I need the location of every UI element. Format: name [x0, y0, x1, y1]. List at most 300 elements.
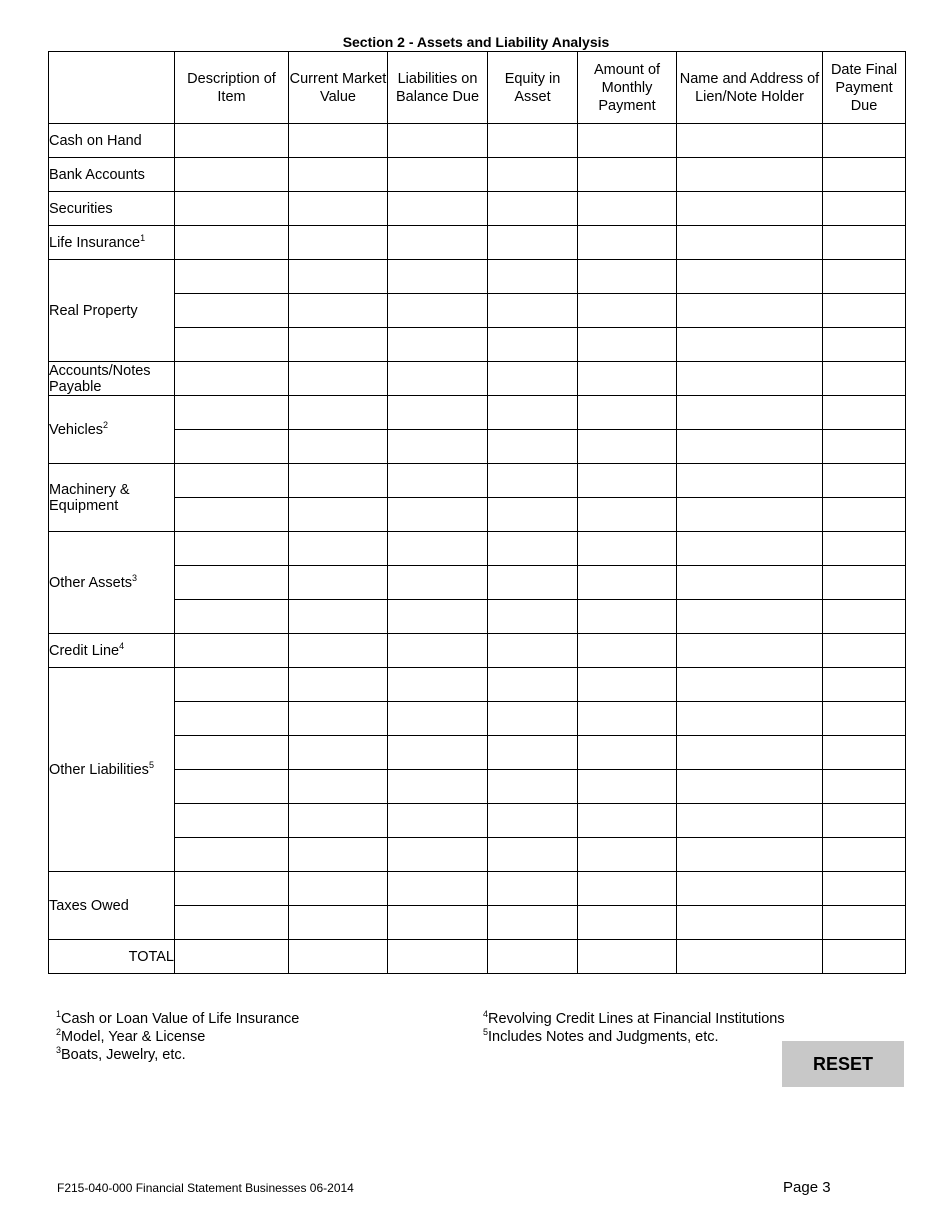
input-cell[interactable] [289, 838, 388, 872]
form-field[interactable] [677, 430, 822, 463]
input-cell[interactable] [578, 940, 677, 974]
input-cell[interactable] [823, 634, 906, 668]
input-cell[interactable] [677, 532, 823, 566]
form-field[interactable] [823, 566, 905, 599]
form-field[interactable] [488, 940, 577, 973]
input-cell[interactable] [388, 532, 488, 566]
input-cell[interactable] [488, 498, 578, 532]
form-field[interactable] [578, 430, 676, 463]
input-cell[interactable] [175, 600, 289, 634]
form-field[interactable] [388, 804, 487, 837]
form-field[interactable] [388, 294, 487, 327]
form-field[interactable] [175, 294, 288, 327]
form-field[interactable] [578, 600, 676, 633]
form-field[interactable] [578, 532, 676, 565]
form-field[interactable] [175, 736, 288, 769]
input-cell[interactable] [175, 872, 289, 906]
input-cell[interactable] [289, 532, 388, 566]
input-cell[interactable] [677, 804, 823, 838]
input-cell[interactable] [677, 668, 823, 702]
input-cell[interactable] [823, 600, 906, 634]
input-cell[interactable] [388, 396, 488, 430]
form-field[interactable] [289, 872, 387, 905]
form-field[interactable] [578, 872, 676, 905]
input-cell[interactable] [175, 124, 289, 158]
form-field[interactable] [578, 906, 676, 939]
form-field[interactable] [823, 804, 905, 837]
form-field[interactable] [388, 328, 487, 361]
input-cell[interactable] [289, 260, 388, 294]
input-cell[interactable] [289, 736, 388, 770]
form-field[interactable] [388, 362, 487, 395]
form-field[interactable] [175, 940, 288, 973]
form-field[interactable] [289, 158, 387, 191]
form-field[interactable] [289, 464, 387, 497]
form-field[interactable] [677, 226, 822, 259]
form-field[interactable] [388, 124, 487, 157]
input-cell[interactable] [289, 702, 388, 736]
input-cell[interactable] [488, 906, 578, 940]
form-field[interactable] [488, 634, 577, 667]
input-cell[interactable] [578, 226, 677, 260]
form-field[interactable] [823, 838, 905, 871]
form-field[interactable] [388, 702, 487, 735]
form-field[interactable] [289, 226, 387, 259]
input-cell[interactable] [289, 770, 388, 804]
input-cell[interactable] [823, 226, 906, 260]
form-field[interactable] [289, 260, 387, 293]
input-cell[interactable] [677, 566, 823, 600]
form-field[interactable] [578, 566, 676, 599]
input-cell[interactable] [823, 804, 906, 838]
form-field[interactable] [175, 430, 288, 463]
form-field[interactable] [823, 362, 905, 395]
form-field[interactable] [578, 124, 676, 157]
input-cell[interactable] [289, 464, 388, 498]
input-cell[interactable] [488, 430, 578, 464]
input-cell[interactable] [388, 906, 488, 940]
input-cell[interactable] [488, 702, 578, 736]
form-field[interactable] [677, 906, 822, 939]
form-field[interactable] [677, 804, 822, 837]
input-cell[interactable] [488, 600, 578, 634]
form-field[interactable] [388, 532, 487, 565]
input-cell[interactable] [488, 226, 578, 260]
form-field[interactable] [175, 872, 288, 905]
form-field[interactable] [388, 464, 487, 497]
form-field[interactable] [578, 838, 676, 871]
input-cell[interactable] [488, 736, 578, 770]
form-field[interactable] [578, 260, 676, 293]
form-field[interactable] [578, 668, 676, 701]
input-cell[interactable] [578, 736, 677, 770]
form-field[interactable] [175, 192, 288, 225]
input-cell[interactable] [388, 124, 488, 158]
input-cell[interactable] [578, 430, 677, 464]
input-cell[interactable] [677, 736, 823, 770]
input-cell[interactable] [388, 192, 488, 226]
form-field[interactable] [175, 464, 288, 497]
form-field[interactable] [388, 566, 487, 599]
input-cell[interactable] [388, 940, 488, 974]
form-field[interactable] [823, 124, 905, 157]
form-field[interactable] [289, 566, 387, 599]
input-cell[interactable] [578, 838, 677, 872]
input-cell[interactable] [578, 294, 677, 328]
input-cell[interactable] [488, 362, 578, 396]
input-cell[interactable] [289, 226, 388, 260]
input-cell[interactable] [388, 600, 488, 634]
input-cell[interactable] [823, 362, 906, 396]
input-cell[interactable] [488, 940, 578, 974]
input-cell[interactable] [578, 498, 677, 532]
form-field[interactable] [823, 430, 905, 463]
form-field[interactable] [677, 498, 822, 531]
form-field[interactable] [677, 124, 822, 157]
form-field[interactable] [289, 532, 387, 565]
input-cell[interactable] [175, 906, 289, 940]
form-field[interactable] [175, 838, 288, 871]
form-field[interactable] [175, 124, 288, 157]
form-field[interactable] [823, 702, 905, 735]
input-cell[interactable] [488, 396, 578, 430]
input-cell[interactable] [289, 328, 388, 362]
input-cell[interactable] [175, 838, 289, 872]
form-field[interactable] [488, 158, 577, 191]
form-field[interactable] [289, 328, 387, 361]
form-field[interactable] [677, 192, 822, 225]
input-cell[interactable] [488, 838, 578, 872]
input-cell[interactable] [677, 294, 823, 328]
form-field[interactable] [823, 600, 905, 633]
form-field[interactable] [175, 532, 288, 565]
input-cell[interactable] [175, 566, 289, 600]
input-cell[interactable] [823, 158, 906, 192]
input-cell[interactable] [823, 668, 906, 702]
input-cell[interactable] [677, 498, 823, 532]
input-cell[interactable] [388, 770, 488, 804]
input-cell[interactable] [289, 804, 388, 838]
input-cell[interactable] [823, 498, 906, 532]
input-cell[interactable] [289, 566, 388, 600]
form-field[interactable] [578, 464, 676, 497]
input-cell[interactable] [289, 294, 388, 328]
input-cell[interactable] [823, 192, 906, 226]
form-field[interactable] [578, 158, 676, 191]
form-field[interactable] [289, 668, 387, 701]
form-field[interactable] [289, 124, 387, 157]
input-cell[interactable] [677, 702, 823, 736]
input-cell[interactable] [823, 260, 906, 294]
form-field[interactable] [175, 600, 288, 633]
form-field[interactable] [488, 260, 577, 293]
form-field[interactable] [388, 600, 487, 633]
input-cell[interactable] [175, 804, 289, 838]
input-cell[interactable] [289, 498, 388, 532]
form-field[interactable] [388, 838, 487, 871]
input-cell[interactable] [578, 124, 677, 158]
input-cell[interactable] [289, 668, 388, 702]
form-field[interactable] [388, 396, 487, 429]
input-cell[interactable] [488, 872, 578, 906]
form-field[interactable] [488, 294, 577, 327]
form-field[interactable] [677, 600, 822, 633]
input-cell[interactable] [388, 498, 488, 532]
input-cell[interactable] [388, 294, 488, 328]
input-cell[interactable] [578, 770, 677, 804]
form-field[interactable] [488, 702, 577, 735]
form-field[interactable] [488, 872, 577, 905]
input-cell[interactable] [823, 940, 906, 974]
input-cell[interactable] [488, 464, 578, 498]
input-cell[interactable] [289, 158, 388, 192]
input-cell[interactable] [388, 464, 488, 498]
input-cell[interactable] [175, 702, 289, 736]
form-field[interactable] [578, 192, 676, 225]
form-field[interactable] [677, 770, 822, 803]
input-cell[interactable] [175, 226, 289, 260]
form-field[interactable] [488, 566, 577, 599]
input-cell[interactable] [823, 464, 906, 498]
input-cell[interactable] [289, 396, 388, 430]
input-cell[interactable] [175, 940, 289, 974]
input-cell[interactable] [289, 430, 388, 464]
input-cell[interactable] [578, 872, 677, 906]
input-cell[interactable] [175, 260, 289, 294]
form-field[interactable] [488, 736, 577, 769]
input-cell[interactable] [823, 396, 906, 430]
form-field[interactable] [823, 906, 905, 939]
form-field[interactable] [823, 294, 905, 327]
input-cell[interactable] [677, 362, 823, 396]
form-field[interactable] [388, 158, 487, 191]
input-cell[interactable] [175, 362, 289, 396]
input-cell[interactable] [175, 532, 289, 566]
form-field[interactable] [388, 192, 487, 225]
input-cell[interactable] [578, 328, 677, 362]
input-cell[interactable] [823, 736, 906, 770]
form-field[interactable] [677, 294, 822, 327]
form-field[interactable] [488, 328, 577, 361]
input-cell[interactable] [578, 668, 677, 702]
form-field[interactable] [388, 634, 487, 667]
input-cell[interactable] [578, 396, 677, 430]
form-field[interactable] [175, 668, 288, 701]
form-field[interactable] [578, 226, 676, 259]
form-field[interactable] [578, 396, 676, 429]
input-cell[interactable] [388, 430, 488, 464]
input-cell[interactable] [488, 770, 578, 804]
form-field[interactable] [677, 532, 822, 565]
form-field[interactable] [488, 804, 577, 837]
form-field[interactable] [289, 430, 387, 463]
input-cell[interactable] [677, 396, 823, 430]
form-field[interactable] [578, 736, 676, 769]
input-cell[interactable] [677, 226, 823, 260]
input-cell[interactable] [488, 294, 578, 328]
form-field[interactable] [175, 260, 288, 293]
input-cell[interactable] [388, 362, 488, 396]
input-cell[interactable] [388, 260, 488, 294]
input-cell[interactable] [488, 124, 578, 158]
form-field[interactable] [289, 634, 387, 667]
form-field[interactable] [289, 702, 387, 735]
input-cell[interactable] [388, 736, 488, 770]
input-cell[interactable] [488, 328, 578, 362]
form-field[interactable] [388, 226, 487, 259]
input-cell[interactable] [823, 124, 906, 158]
input-cell[interactable] [578, 634, 677, 668]
input-cell[interactable] [823, 702, 906, 736]
input-cell[interactable] [289, 634, 388, 668]
form-field[interactable] [175, 328, 288, 361]
form-field[interactable] [289, 600, 387, 633]
form-field[interactable] [388, 430, 487, 463]
form-field[interactable] [578, 362, 676, 395]
form-field[interactable] [175, 804, 288, 837]
input-cell[interactable] [578, 192, 677, 226]
input-cell[interactable] [823, 770, 906, 804]
input-cell[interactable] [677, 328, 823, 362]
form-field[interactable] [578, 634, 676, 667]
input-cell[interactable] [823, 294, 906, 328]
input-cell[interactable] [175, 634, 289, 668]
form-field[interactable] [488, 430, 577, 463]
form-field[interactable] [289, 294, 387, 327]
input-cell[interactable] [175, 396, 289, 430]
form-field[interactable] [175, 702, 288, 735]
form-field[interactable] [677, 396, 822, 429]
form-field[interactable] [175, 906, 288, 939]
input-cell[interactable] [578, 566, 677, 600]
form-field[interactable] [823, 396, 905, 429]
form-field[interactable] [488, 124, 577, 157]
form-field[interactable] [677, 736, 822, 769]
form-field[interactable] [823, 498, 905, 531]
form-field[interactable] [578, 770, 676, 803]
input-cell[interactable] [578, 260, 677, 294]
input-cell[interactable] [677, 600, 823, 634]
input-cell[interactable] [488, 668, 578, 702]
input-cell[interactable] [823, 430, 906, 464]
input-cell[interactable] [677, 430, 823, 464]
input-cell[interactable] [578, 702, 677, 736]
form-field[interactable] [388, 498, 487, 531]
input-cell[interactable] [289, 124, 388, 158]
form-field[interactable] [388, 770, 487, 803]
input-cell[interactable] [488, 634, 578, 668]
form-field[interactable] [677, 634, 822, 667]
input-cell[interactable] [388, 158, 488, 192]
form-field[interactable] [488, 600, 577, 633]
form-field[interactable] [488, 668, 577, 701]
form-field[interactable] [677, 940, 822, 973]
input-cell[interactable] [677, 464, 823, 498]
form-field[interactable] [289, 770, 387, 803]
reset-button[interactable]: RESET [782, 1041, 904, 1087]
form-field[interactable] [677, 668, 822, 701]
input-cell[interactable] [578, 906, 677, 940]
input-cell[interactable] [677, 192, 823, 226]
form-field[interactable] [488, 464, 577, 497]
form-field[interactable] [677, 872, 822, 905]
form-field[interactable] [488, 396, 577, 429]
input-cell[interactable] [289, 192, 388, 226]
input-cell[interactable] [578, 464, 677, 498]
input-cell[interactable] [175, 294, 289, 328]
input-cell[interactable] [488, 192, 578, 226]
form-field[interactable] [578, 940, 676, 973]
form-field[interactable] [388, 872, 487, 905]
form-field[interactable] [823, 464, 905, 497]
input-cell[interactable] [488, 532, 578, 566]
form-field[interactable] [677, 566, 822, 599]
input-cell[interactable] [175, 770, 289, 804]
form-field[interactable] [289, 396, 387, 429]
form-field[interactable] [289, 192, 387, 225]
form-field[interactable] [289, 498, 387, 531]
form-field[interactable] [823, 226, 905, 259]
input-cell[interactable] [175, 328, 289, 362]
form-field[interactable] [823, 158, 905, 191]
input-cell[interactable] [388, 226, 488, 260]
input-cell[interactable] [677, 940, 823, 974]
form-field[interactable] [823, 668, 905, 701]
input-cell[interactable] [289, 600, 388, 634]
form-field[interactable] [388, 668, 487, 701]
input-cell[interactable] [388, 566, 488, 600]
form-field[interactable] [578, 294, 676, 327]
input-cell[interactable] [175, 158, 289, 192]
form-field[interactable] [823, 328, 905, 361]
input-cell[interactable] [289, 940, 388, 974]
form-field[interactable] [175, 770, 288, 803]
form-field[interactable] [175, 158, 288, 191]
form-field[interactable] [289, 362, 387, 395]
form-field[interactable] [488, 838, 577, 871]
input-cell[interactable] [677, 906, 823, 940]
input-cell[interactable] [388, 328, 488, 362]
form-field[interactable] [823, 736, 905, 769]
form-field[interactable] [578, 498, 676, 531]
form-field[interactable] [388, 906, 487, 939]
form-field[interactable] [677, 362, 822, 395]
input-cell[interactable] [823, 872, 906, 906]
form-field[interactable] [677, 260, 822, 293]
input-cell[interactable] [289, 906, 388, 940]
form-field[interactable] [823, 532, 905, 565]
form-field[interactable] [488, 498, 577, 531]
form-field[interactable] [289, 940, 387, 973]
form-field[interactable] [388, 736, 487, 769]
form-field[interactable] [677, 328, 822, 361]
input-cell[interactable] [175, 192, 289, 226]
input-cell[interactable] [677, 872, 823, 906]
form-field[interactable] [388, 940, 487, 973]
input-cell[interactable] [175, 736, 289, 770]
form-field[interactable] [289, 906, 387, 939]
form-field[interactable] [488, 532, 577, 565]
form-field[interactable] [175, 634, 288, 667]
form-field[interactable] [175, 498, 288, 531]
input-cell[interactable] [388, 668, 488, 702]
form-field[interactable] [677, 838, 822, 871]
form-field[interactable] [578, 804, 676, 837]
input-cell[interactable] [388, 872, 488, 906]
input-cell[interactable] [488, 566, 578, 600]
form-field[interactable] [289, 838, 387, 871]
input-cell[interactable] [175, 430, 289, 464]
